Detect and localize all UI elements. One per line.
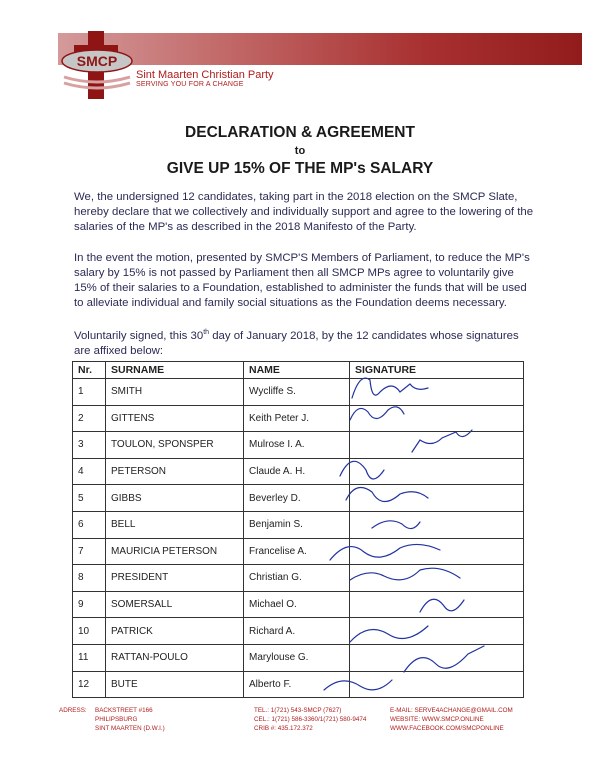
row-surname: GIBBS [106,485,244,512]
row-surname: PRESIDENT [106,565,244,592]
table-row [73,565,524,592]
row-name: Wycliffe S. [244,379,350,406]
document-title: DECLARATION & AGREEMENT [185,124,415,141]
row-surname: TOULON, SPONSPER [106,432,244,459]
row-surname: SMITH [106,379,244,406]
row-name: Beverley D. [244,485,350,512]
row-signature [350,591,524,618]
header-signature: SIGNATURE [350,362,524,379]
row-name: Claude A. H. [244,458,350,485]
party-name: Sint Maarten Christian Party [136,69,274,81]
table-row [73,485,524,512]
row-signature [350,458,524,485]
table-row [73,458,524,485]
footer-address: BACKSTREET #166 PHILIPSBURG SINT MAARTEN (D.W.I.) [95,707,165,732]
row-name: Benjamin S. [244,511,350,538]
logo-text: SMCP [76,53,118,69]
table-row [73,618,524,645]
row-signature [350,511,524,538]
table-row [73,671,524,698]
table-row [73,644,524,671]
row-name: Mulrose I. A. [244,432,350,459]
document-subtitle: GIVE UP 15% OF THE MP's SALARY [166,160,434,177]
party-tagline: SERVING YOU FOR A CHANGE [136,81,244,88]
row-name: Michael O. [244,591,350,618]
row-nr: 3 [73,432,106,459]
document-title-connector: to [294,145,306,157]
row-signature [350,618,524,645]
header-name: NAME [244,362,350,379]
row-nr: 1 [73,379,106,406]
row-surname: PATRICK [106,618,244,645]
header-banner [58,33,582,65]
row-name: Marylouse G. [244,644,350,671]
row-nr: 10 [73,618,106,645]
agreement-paragraph: In the event the motion, presented by SMCP'S Members of Parliament, to reduce the MP's salary by 15% is not passed by Parliament then all SMCP MPs agree to voluntarily give 15% of their salaries to a Foundation, established to administer the funds that will be used to alleviate individual and family social situations as the Foundation deems necessary. [74,252,530,309]
row-nr: 7 [73,538,106,565]
footer-address-label: ADRESS: [59,707,87,714]
table-row [73,511,524,538]
row-surname: BUTE [106,671,244,698]
row-surname: RATTAN-POULO [106,644,244,671]
row-surname: MAURICIA PETERSON [106,538,244,565]
row-name: Christian G. [244,565,350,592]
row-signature [350,538,524,565]
row-surname: PETERSON [106,458,244,485]
row-nr: 6 [73,511,106,538]
header-surname: SURNAME [106,362,244,379]
row-name: Francelise A. [244,538,350,565]
row-signature [350,485,524,512]
row-nr: 11 [73,644,106,671]
row-signature [350,671,524,698]
row-signature [350,379,524,406]
row-name: Keith Peter J. [244,405,350,432]
table-row [73,432,524,459]
row-nr: 4 [73,458,106,485]
row-surname: SOMERSALL [106,591,244,618]
header-nr: Nr. [73,362,106,379]
row-surname: BELL [106,511,244,538]
row-signature [350,432,524,459]
table-header-row [73,362,524,379]
row-signature [350,405,524,432]
row-name: Alberto F. [244,671,350,698]
party-logo-cross-icon [60,31,134,99]
row-signature [350,565,524,592]
signature-table [72,361,524,698]
row-nr: 12 [73,671,106,698]
row-name: Richard A. [244,618,350,645]
table-row [73,379,524,406]
row-nr: 5 [73,485,106,512]
row-signature [350,644,524,671]
table-row [73,405,524,432]
row-nr: 8 [73,565,106,592]
declaration-paragraph: We, the undersigned 12 candidates, taking part in the 2018 election on the SMCP Slate, hereby declare that we collectively and individually support and agree to the lowering of the salaries of the MP's as described in the 2018 Manifesto of the Party. [74,191,534,233]
footer-web: E-MAIL: SERVE4ACHANGE@GMAIL.COM WEBSITE: WWW.SMCP.ONLINE WWW.FACEBOOK.COM/SMCPONLINE [390,707,513,732]
signed-paragraph: Voluntarily signed, this 30th day of January 2018, by the 12 candidates whose signatures are affixed below: [74,329,519,357]
table-row [73,538,524,565]
table-row [73,591,524,618]
row-nr: 9 [73,591,106,618]
row-nr: 2 [73,405,106,432]
row-surname: GITTENS [106,405,244,432]
footer-phones: TEL.: 1(721) 543-SMCP (7627) CEL.: 1(721) 586-3360/1(721) 580-9474 CRIB #: 435.172.372 [254,707,367,732]
